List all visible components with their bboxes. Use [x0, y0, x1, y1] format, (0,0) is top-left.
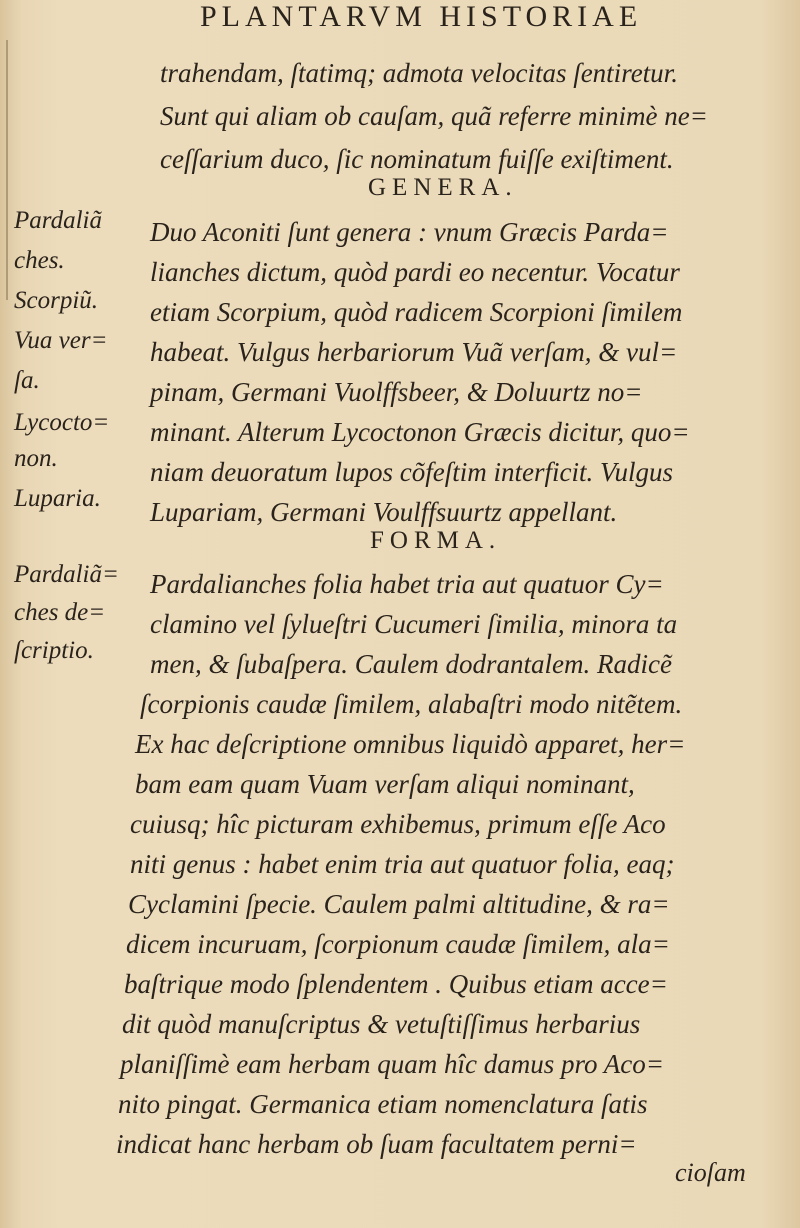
text-line: dicem incuruam, ſcorpionum caudæ ſimilem, ala=: [126, 929, 670, 959]
text-line: baſtrique modo ſplendentem . Quibus etiam acce=: [124, 969, 668, 999]
margin-note: Pardaliã: [14, 207, 102, 234]
margin-note: ſcriptio.: [14, 637, 94, 664]
text-line: minant. Alterum Lycoctonon Græcis dicitur, quo=: [150, 417, 690, 447]
margin-note: non.: [14, 445, 58, 472]
text-line: ſcorpionis caudæ ſimilem, alabaſtri modo nitẽtem.: [140, 689, 683, 719]
page-edge-shadow: [6, 40, 8, 300]
text-line: Pardalianches folia habet tria aut quatuor Cy=: [150, 569, 664, 599]
catchword: cioſam: [675, 1158, 746, 1187]
margin-note: ches de=: [14, 599, 106, 626]
running-head: PLANTARVM HISTORIAE: [200, 0, 643, 33]
text-line: niam deuoratum lupos cõfeſtim interficit. Vulgus: [150, 457, 673, 487]
text-line: Cyclamini ſpecie. Caulem palmi altitudine, & ra=: [128, 889, 670, 919]
text-line: Ex hac deſcriptione omnibus liquidò apparet, her=: [135, 729, 686, 759]
section-heading-forma: FORMA.: [370, 527, 502, 554]
text-line: etiam Scorpium, quòd radicem Scorpioni ſimilem: [150, 297, 683, 327]
text-line: cuiusq; hîc picturam exhibemus, primum eſſe Aco: [130, 809, 666, 839]
text-line: lianches dictum, quòd pardi eo necentur. Vocatur: [150, 257, 680, 287]
section-heading-genera: GENERA.: [368, 174, 518, 201]
text-line: bam eam quam Vuam verſam aliqui nominant,: [135, 769, 635, 799]
text-line: habeat. Vulgus herbariorum Vuã verſam, & vul=: [150, 337, 678, 367]
margin-note: Luparia.: [14, 485, 101, 512]
text-line: Sunt qui aliam ob cauſam, quã referre minimè ne=: [160, 101, 708, 131]
text-line: ceſſarium duco, ſic nominatum fuiſſe exiſtiment.: [160, 144, 674, 174]
text-line: Duo Aconiti ſunt genera : vnum Græcis Parda=: [150, 217, 669, 247]
text-line: niti genus : habet enim tria aut quatuor folia, eaq;: [130, 849, 675, 879]
text-line: nito pingat. Germanica etiam nomenclatura ſatis: [118, 1089, 648, 1119]
margin-note: ches.: [14, 247, 65, 274]
margin-note: Scorpiũ.: [14, 287, 99, 314]
text-line: clamino vel ſylueſtri Cucumeri ſimilia, minora ta: [150, 609, 678, 639]
text-line: Lupariam, Germani Voulffsuurtz appellant.: [150, 497, 618, 527]
text-line: planiſſimè eam herbam quam hîc damus pro Aco=: [120, 1049, 664, 1079]
text-line: pinam, Germani Vuolffsbeer, & Doluurtz no=: [150, 377, 643, 407]
margin-note: Lycocto=: [14, 409, 110, 436]
text-line: trahendam, ſtatimq; admota velocitas ſentiretur.: [160, 58, 678, 88]
text-line: men, & ſubaſpera. Caulem dodrantalem. Radicẽ: [150, 649, 672, 679]
text-line: dit quòd manuſcriptus & vetuſtiſſimus herbarius: [122, 1009, 641, 1039]
margin-note: Vua ver=: [14, 327, 108, 354]
margin-note: Pardaliã=: [14, 561, 119, 588]
text-line: indicat hanc herbam ob ſuam facultatem perni=: [116, 1129, 637, 1159]
margin-note: ſa.: [14, 367, 40, 394]
